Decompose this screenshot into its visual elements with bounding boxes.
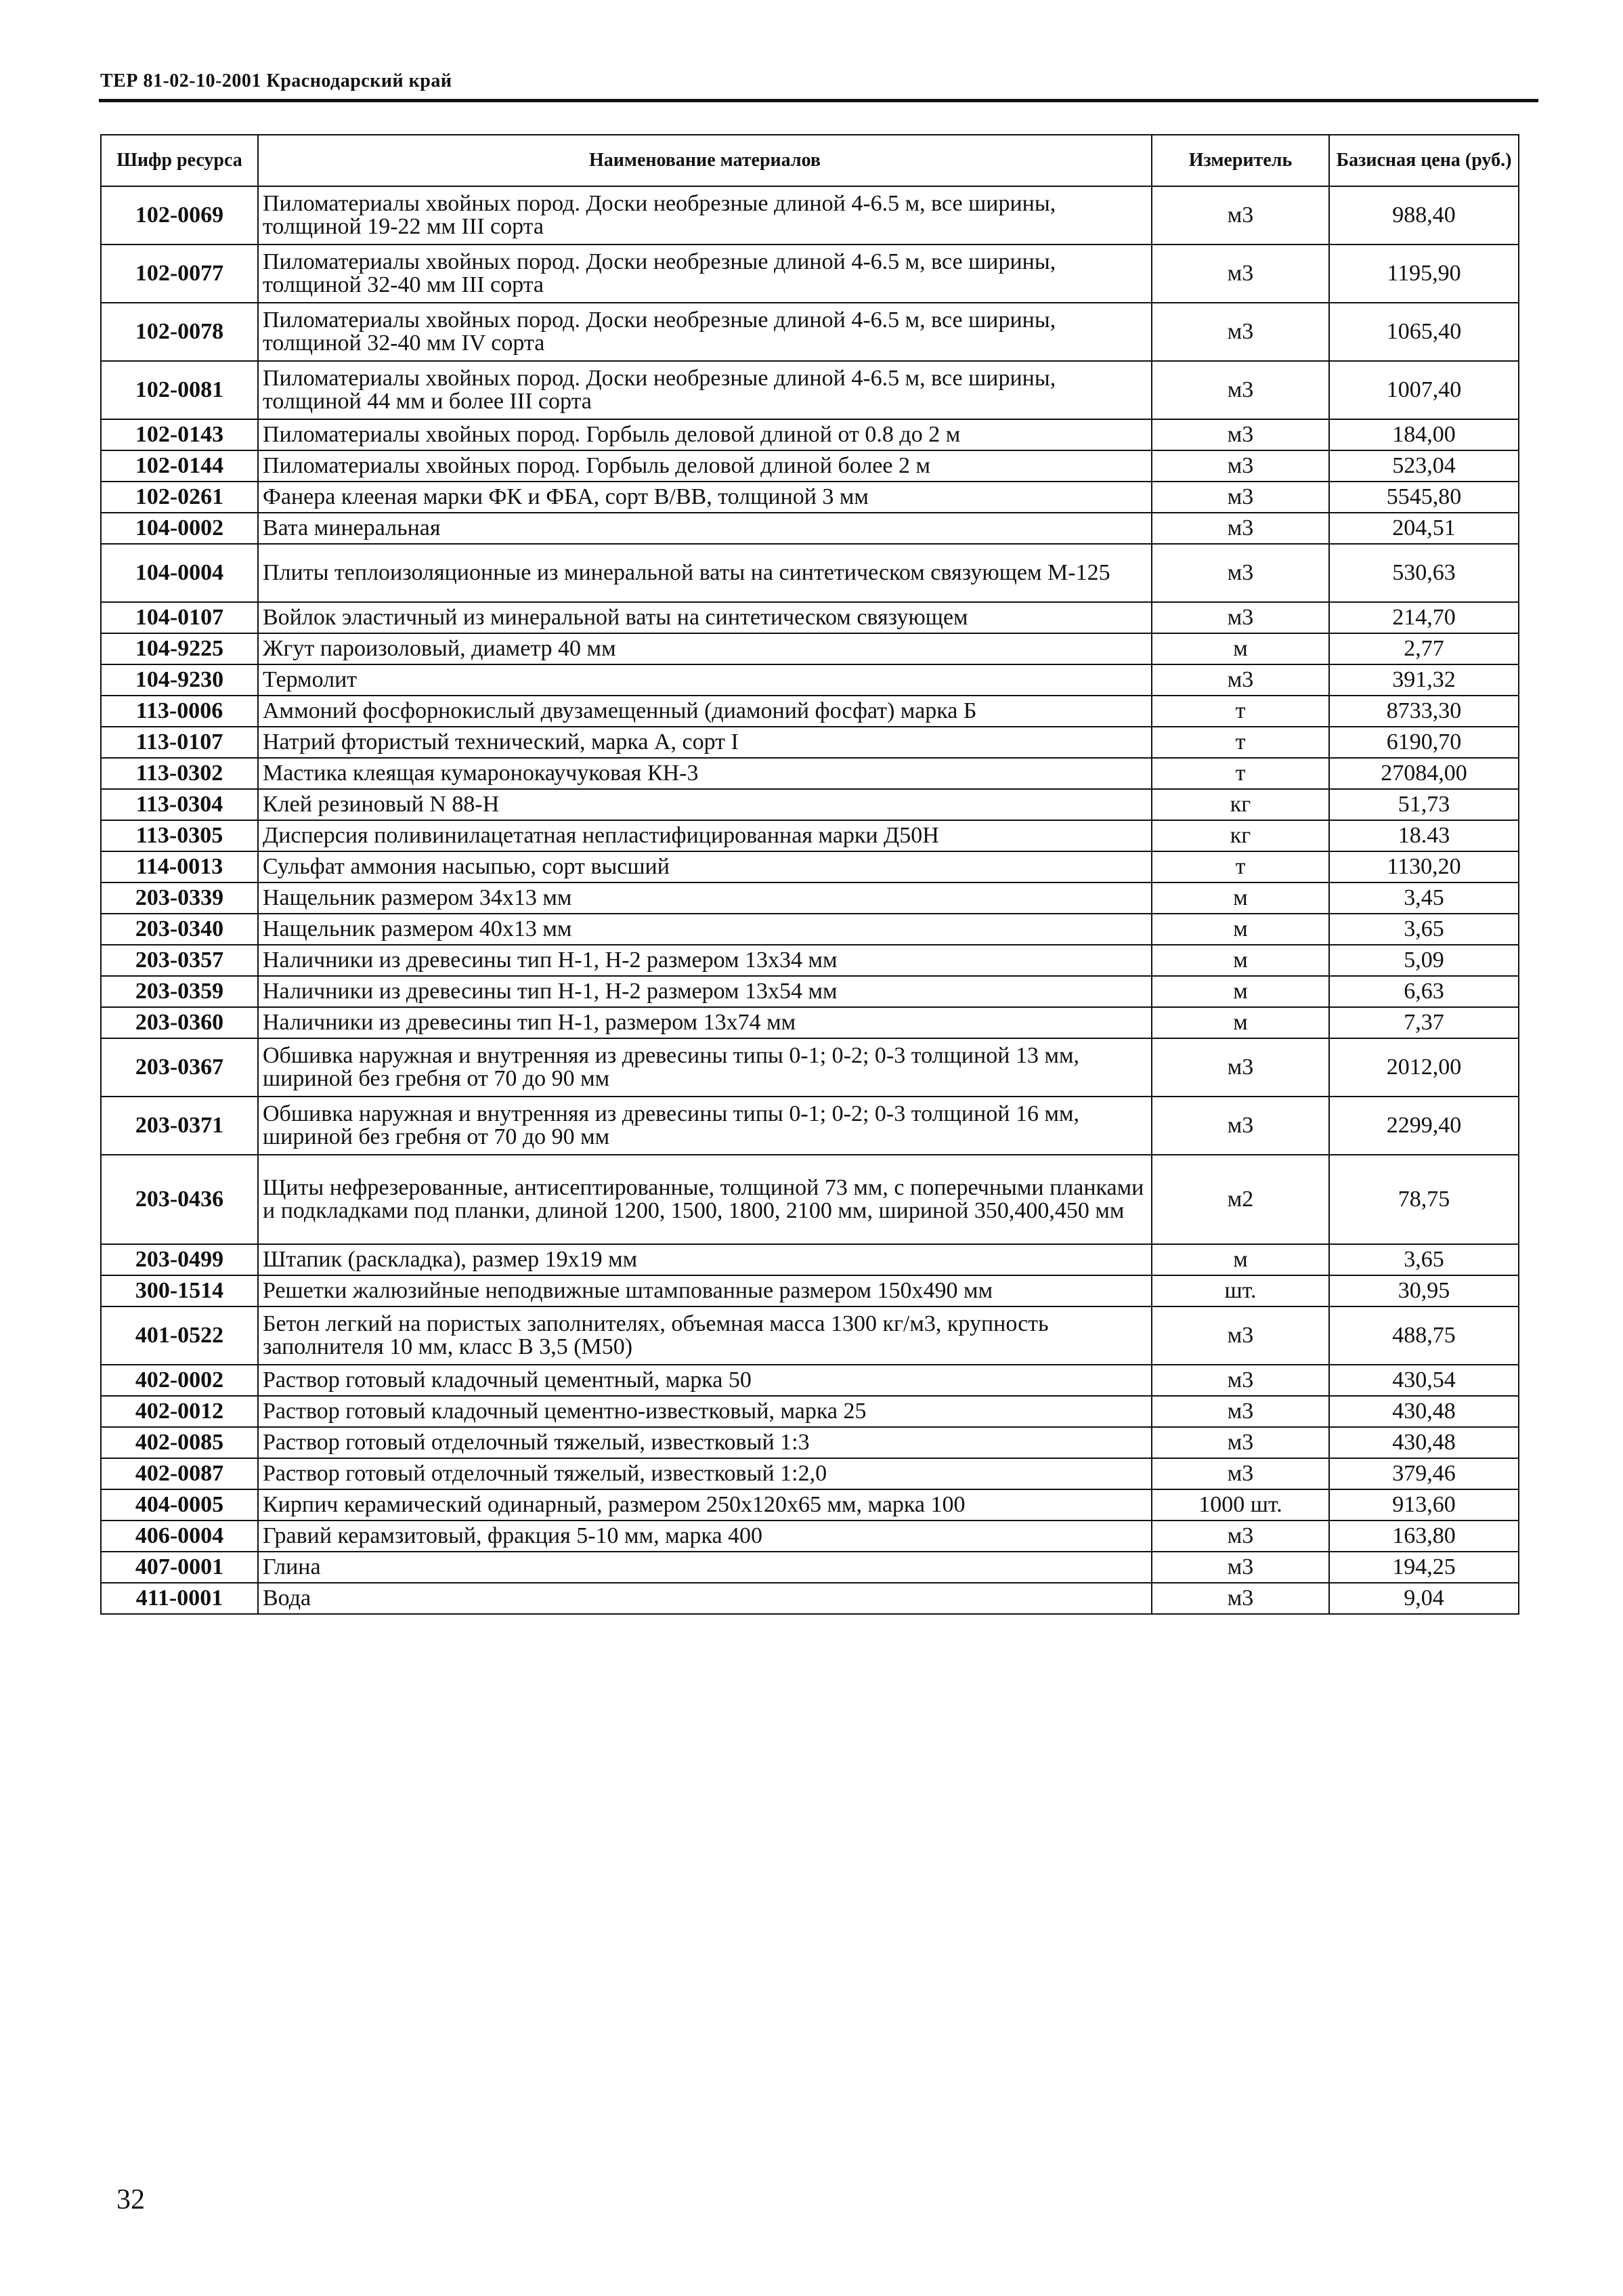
cell-price: 3,65 xyxy=(1329,914,1519,945)
table-row xyxy=(101,1521,1519,1552)
header-rule xyxy=(99,99,1538,102)
table-row xyxy=(101,450,1519,482)
cell-unit: т xyxy=(1152,758,1329,789)
cell-name: Нащельник размером 40х13 мм xyxy=(258,914,1152,945)
cell-code: 104-0107 xyxy=(101,602,258,633)
cell-code: 104-0004 xyxy=(101,544,258,602)
table-row xyxy=(101,245,1519,303)
cell-price: 523,04 xyxy=(1329,450,1519,482)
cell-name: Вода xyxy=(258,1583,1152,1614)
table-row xyxy=(101,1244,1519,1275)
cell-code: 402-0085 xyxy=(101,1427,258,1458)
cell-unit: т xyxy=(1152,727,1329,758)
cell-unit: м3 xyxy=(1152,1427,1329,1458)
cell-name: Сульфат аммония насыпью, сорт высший xyxy=(258,851,1152,883)
cell-name: Нащельник размером 34х13 мм xyxy=(258,883,1152,914)
column-header-name: Наименование материалов xyxy=(258,135,1152,186)
cell-price: 3,45 xyxy=(1329,883,1519,914)
cell-price: 430,48 xyxy=(1329,1427,1519,1458)
table-row xyxy=(101,914,1519,945)
cell-name: Жгут пароизоловый, диаметр 40 мм xyxy=(258,633,1152,664)
cell-code: 402-0002 xyxy=(101,1365,258,1396)
cell-code: 102-0144 xyxy=(101,450,258,482)
cell-name: Кирпич керамический одинарный, размером 250х120х65 мм, марка 100 xyxy=(258,1489,1152,1521)
cell-name: Раствор готовый отделочный тяжелый, известковый 1:2,0 xyxy=(258,1458,1152,1489)
cell-code: 104-0002 xyxy=(101,513,258,544)
table-row xyxy=(101,633,1519,664)
cell-unit: т xyxy=(1152,851,1329,883)
cell-name: Пиломатериалы хвойных пород. Доски необрезные длиной 4-6.5 м, все ширины, толщиной 44 мм и более III сорта xyxy=(258,361,1152,419)
cell-code: 402-0087 xyxy=(101,1458,258,1489)
cell-unit: шт. xyxy=(1152,1275,1329,1306)
cell-unit: м3 xyxy=(1152,245,1329,303)
cell-name: Плиты теплоизоляционные из минеральной ваты на синтетическом связующем М-125 xyxy=(258,544,1152,602)
cell-code: 113-0107 xyxy=(101,727,258,758)
cell-name: Натрий фтористый технический, марка А, сорт I xyxy=(258,727,1152,758)
cell-name: Вата минеральная xyxy=(258,513,1152,544)
cell-code: 114-0013 xyxy=(101,851,258,883)
cell-name: Мастика клеящая кумаронокаучуковая КН-3 xyxy=(258,758,1152,789)
cell-unit: м xyxy=(1152,914,1329,945)
cell-name: Дисперсия поливинилацетатная непластифицированная марки Д50Н xyxy=(258,820,1152,851)
cell-price: 391,32 xyxy=(1329,664,1519,696)
table-row xyxy=(101,883,1519,914)
cell-code: 203-0339 xyxy=(101,883,258,914)
cell-name: Глина xyxy=(258,1552,1152,1583)
cell-name: Штапик (раскладка), размер 19х19 мм xyxy=(258,1244,1152,1275)
cell-unit: м2 xyxy=(1152,1155,1329,1244)
cell-unit: м3 xyxy=(1152,664,1329,696)
table-row xyxy=(101,361,1519,419)
table-row xyxy=(101,1489,1519,1521)
cell-code: 102-0143 xyxy=(101,419,258,450)
cell-price: 5545,80 xyxy=(1329,482,1519,513)
cell-unit: т xyxy=(1152,696,1329,727)
table-row xyxy=(101,303,1519,361)
cell-price: 163,80 xyxy=(1329,1521,1519,1552)
cell-price: 5,09 xyxy=(1329,945,1519,976)
cell-name: Пиломатериалы хвойных пород. Горбыль деловой длиной от 0.8 до 2 м xyxy=(258,419,1152,450)
cell-price: 6,63 xyxy=(1329,976,1519,1007)
cell-code: 300-1514 xyxy=(101,1275,258,1306)
cell-name: Наличники из древесины тип Н-1, Н-2 размером 13х54 мм xyxy=(258,976,1152,1007)
cell-price: 988,40 xyxy=(1329,186,1519,245)
cell-code: 203-0499 xyxy=(101,1244,258,1275)
cell-name: Решетки жалюзийные неподвижные штампованные размером 150х490 мм xyxy=(258,1275,1152,1306)
cell-unit: м3 xyxy=(1152,602,1329,633)
cell-price: 430,48 xyxy=(1329,1396,1519,1427)
cell-unit: м xyxy=(1152,1244,1329,1275)
table-row xyxy=(101,1038,1519,1097)
cell-price: 204,51 xyxy=(1329,513,1519,544)
cell-code: 102-0077 xyxy=(101,245,258,303)
table-row xyxy=(101,1365,1519,1396)
cell-price: 530,63 xyxy=(1329,544,1519,602)
table-row xyxy=(101,1552,1519,1583)
cell-name: Бетон легкий на пористых заполнителях, объемная масса 1300 кг/м3, крупность заполнителя 10 мм, класс В 3,5 (М50) xyxy=(258,1306,1152,1365)
table-row xyxy=(101,544,1519,602)
table-row xyxy=(101,1427,1519,1458)
table-row xyxy=(101,186,1519,245)
table-row xyxy=(101,1458,1519,1489)
materials-price-table xyxy=(100,134,1519,1615)
cell-name: Наличники из древесины тип Н-1, размером 13х74 мм xyxy=(258,1007,1152,1038)
cell-price: 2012,00 xyxy=(1329,1038,1519,1097)
cell-name: Пиломатериалы хвойных пород. Горбыль деловой длиной более 2 м xyxy=(258,450,1152,482)
cell-name: Обшивка наружная и внутренняя из древесины типы 0-1; 0-2; 0-3 толщиной 13 мм, шириной без гребня от 70 до 90 мм xyxy=(258,1038,1152,1097)
table-row xyxy=(101,602,1519,633)
cell-price: 27084,00 xyxy=(1329,758,1519,789)
cell-code: 203-0360 xyxy=(101,1007,258,1038)
cell-name: Пиломатериалы хвойных пород. Доски необрезные длиной 4-6.5 м, все ширины, толщиной 32-40 мм III сорта xyxy=(258,245,1152,303)
cell-price: 1130,20 xyxy=(1329,851,1519,883)
cell-name: Наличники из древесины тип Н-1, Н-2 размером 13х34 мм xyxy=(258,945,1152,976)
table-row xyxy=(101,851,1519,883)
cell-price: 214,70 xyxy=(1329,602,1519,633)
cell-price: 18.43 xyxy=(1329,820,1519,851)
cell-unit: м3 xyxy=(1152,513,1329,544)
cell-code: 102-0261 xyxy=(101,482,258,513)
cell-price: 3,65 xyxy=(1329,1244,1519,1275)
cell-name: Гравий керамзитовый, фракция 5-10 мм, марка 400 xyxy=(258,1521,1152,1552)
table-row xyxy=(101,1097,1519,1155)
cell-name: Термолит xyxy=(258,664,1152,696)
cell-unit: м3 xyxy=(1152,1396,1329,1427)
cell-name: Войлок эластичный из минеральной ваты на синтетическом связующем xyxy=(258,602,1152,633)
cell-code: 203-0436 xyxy=(101,1155,258,1244)
cell-price: 2,77 xyxy=(1329,633,1519,664)
cell-price: 488,75 xyxy=(1329,1306,1519,1365)
cell-price: 7,37 xyxy=(1329,1007,1519,1038)
cell-price: 430,54 xyxy=(1329,1365,1519,1396)
column-header-unit: Измеритель xyxy=(1152,135,1329,186)
cell-price: 9,04 xyxy=(1329,1583,1519,1614)
cell-unit: кг xyxy=(1152,820,1329,851)
cell-code: 401-0522 xyxy=(101,1306,258,1365)
cell-unit: 1000 шт. xyxy=(1152,1489,1329,1521)
cell-unit: м3 xyxy=(1152,482,1329,513)
cell-code: 113-0305 xyxy=(101,820,258,851)
table-row xyxy=(101,820,1519,851)
table-row xyxy=(101,1155,1519,1244)
cell-unit: м3 xyxy=(1152,450,1329,482)
cell-unit: кг xyxy=(1152,789,1329,820)
table-row xyxy=(101,789,1519,820)
cell-code: 203-0357 xyxy=(101,945,258,976)
cell-unit: м3 xyxy=(1152,1458,1329,1489)
table-row xyxy=(101,482,1519,513)
table-row xyxy=(101,696,1519,727)
cell-unit: м xyxy=(1152,883,1329,914)
cell-price: 194,25 xyxy=(1329,1552,1519,1583)
cell-price: 8733,30 xyxy=(1329,696,1519,727)
cell-code: 102-0078 xyxy=(101,303,258,361)
cell-price: 379,46 xyxy=(1329,1458,1519,1489)
cell-unit: м3 xyxy=(1152,1097,1329,1155)
table-row xyxy=(101,664,1519,696)
cell-unit: м3 xyxy=(1152,1306,1329,1365)
cell-name: Обшивка наружная и внутренняя из древесины типы 0-1; 0-2; 0-3 толщиной 16 мм, шириной без гребня от 70 до 90 мм xyxy=(258,1097,1152,1155)
cell-unit: м3 xyxy=(1152,186,1329,245)
cell-name: Раствор готовый отделочный тяжелый, известковый 1:3 xyxy=(258,1427,1152,1458)
table-header-row xyxy=(101,135,1519,186)
cell-price: 78,75 xyxy=(1329,1155,1519,1244)
table-row xyxy=(101,945,1519,976)
cell-code: 102-0081 xyxy=(101,361,258,419)
cell-unit: м3 xyxy=(1152,361,1329,419)
table-row xyxy=(101,976,1519,1007)
cell-price: 51,73 xyxy=(1329,789,1519,820)
cell-code: 104-9230 xyxy=(101,664,258,696)
cell-unit: м3 xyxy=(1152,1583,1329,1614)
cell-name: Щиты нефрезерованные, антисептированные, толщиной 73 мм, с поперечными планками и подкладками под планки, длиной 1200, 1500, 1800, 2100 мм, шириной 350,400,450 мм xyxy=(258,1155,1152,1244)
cell-code: 404-0005 xyxy=(101,1489,258,1521)
cell-code: 203-0367 xyxy=(101,1038,258,1097)
cell-price: 2299,40 xyxy=(1329,1097,1519,1155)
table-row xyxy=(101,419,1519,450)
cell-price: 1007,40 xyxy=(1329,361,1519,419)
cell-code: 102-0069 xyxy=(101,186,258,245)
cell-code: 104-9225 xyxy=(101,633,258,664)
cell-name: Аммоний фосфорнокислый двузамещенный (диамоний фосфат) марка Б xyxy=(258,696,1152,727)
cell-name: Раствор готовый кладочный цементный, марка 50 xyxy=(258,1365,1152,1396)
cell-price: 6190,70 xyxy=(1329,727,1519,758)
table-row xyxy=(101,1396,1519,1427)
table-row xyxy=(101,1583,1519,1614)
cell-unit: м3 xyxy=(1152,303,1329,361)
cell-code: 406-0004 xyxy=(101,1521,258,1552)
cell-name: Клей резиновый N 88-Н xyxy=(258,789,1152,820)
cell-price: 1195,90 xyxy=(1329,245,1519,303)
cell-code: 113-0302 xyxy=(101,758,258,789)
cell-code: 113-0006 xyxy=(101,696,258,727)
cell-code: 402-0012 xyxy=(101,1396,258,1427)
cell-unit: м3 xyxy=(1152,419,1329,450)
cell-unit: м xyxy=(1152,1007,1329,1038)
column-header-price: Базисная цена (руб.) xyxy=(1329,135,1519,186)
page-number: 32 xyxy=(116,2184,145,2215)
cell-code: 203-0371 xyxy=(101,1097,258,1155)
cell-price: 913,60 xyxy=(1329,1489,1519,1521)
cell-code: 407-0001 xyxy=(101,1552,258,1583)
cell-name: Раствор готовый кладочный цементно-известковый, марка 25 xyxy=(258,1396,1152,1427)
table-row xyxy=(101,758,1519,789)
cell-code: 411-0001 xyxy=(101,1583,258,1614)
document-header: ТЕР 81-02-10-2001 Краснодарский край xyxy=(100,70,452,91)
cell-unit: м3 xyxy=(1152,544,1329,602)
cell-price: 184,00 xyxy=(1329,419,1519,450)
cell-unit: м xyxy=(1152,633,1329,664)
cell-code: 203-0340 xyxy=(101,914,258,945)
cell-unit: м3 xyxy=(1152,1038,1329,1097)
cell-code: 113-0304 xyxy=(101,789,258,820)
cell-code: 203-0359 xyxy=(101,976,258,1007)
cell-name: Пиломатериалы хвойных пород. Доски необрезные длиной 4-6.5 м, все ширины, толщиной 32-40 мм IV сорта xyxy=(258,303,1152,361)
cell-price: 1065,40 xyxy=(1329,303,1519,361)
table-row xyxy=(101,727,1519,758)
cell-unit: м3 xyxy=(1152,1521,1329,1552)
cell-unit: м3 xyxy=(1152,1365,1329,1396)
cell-name: Фанера клееная марки ФК и ФБА, сорт В/ВВ, толщиной 3 мм xyxy=(258,482,1152,513)
cell-unit: м xyxy=(1152,976,1329,1007)
table-body xyxy=(101,186,1519,1614)
table-row xyxy=(101,1007,1519,1038)
cell-price: 30,95 xyxy=(1329,1275,1519,1306)
table-row xyxy=(101,1275,1519,1306)
table-row xyxy=(101,513,1519,544)
table-row xyxy=(101,1306,1519,1365)
cell-name: Пиломатериалы хвойных пород. Доски необрезные длиной 4-6.5 м, все ширины, толщиной 19-22 мм III сорта xyxy=(258,186,1152,245)
cell-unit: м xyxy=(1152,945,1329,976)
cell-unit: м3 xyxy=(1152,1552,1329,1583)
column-header-code: Шифр ресурса xyxy=(101,135,258,186)
